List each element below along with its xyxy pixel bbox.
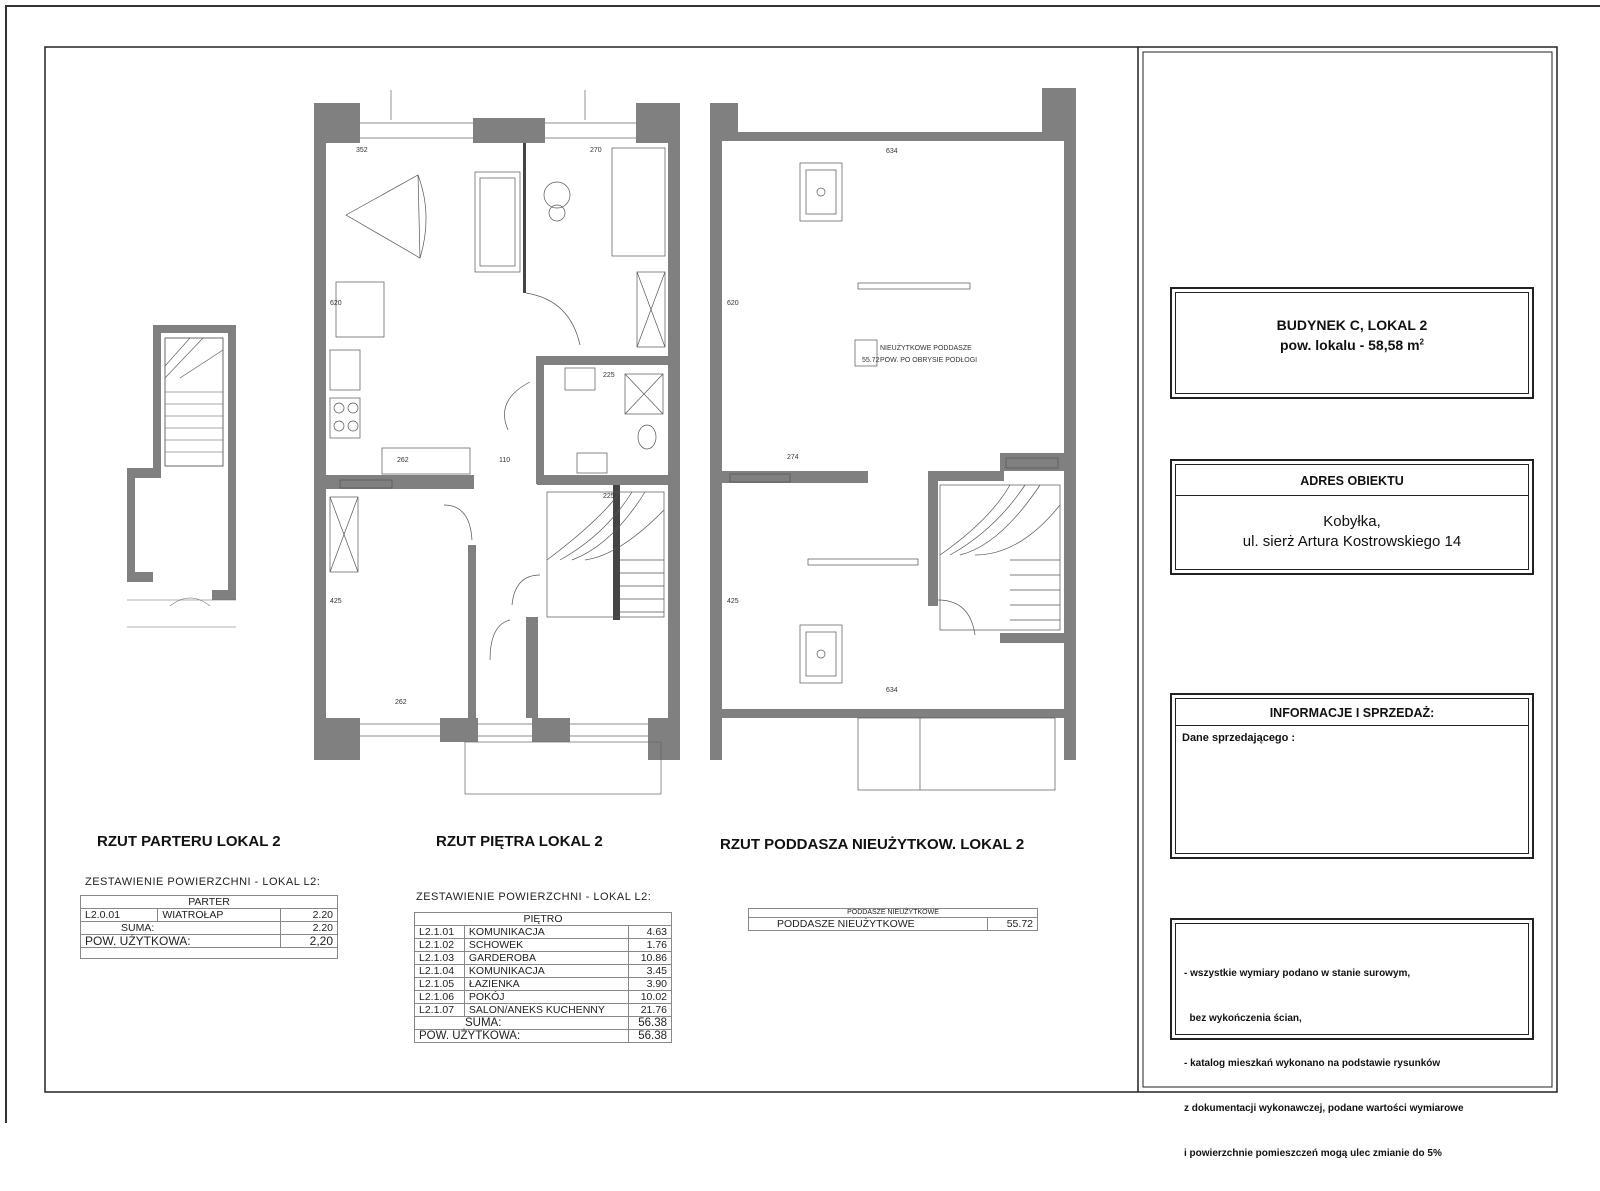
schedule-section: PIĘTRO: [415, 913, 672, 926]
room-area: 2.20: [281, 909, 338, 922]
room-code: L2.1.05: [415, 978, 465, 991]
first-floor-plan: [314, 90, 680, 794]
room-code: L2.1.04: [415, 965, 465, 978]
table-row: [415, 991, 672, 1004]
room-code: L2.1.03: [415, 952, 465, 965]
room-code: L2.0.01: [81, 909, 158, 922]
building-name: BUDYNEK C, LOKAL 2: [1276, 317, 1428, 333]
seller-label: Dane sprzedającego :: [1182, 732, 1296, 744]
ground-floor-title: RZUT PARTERU LOKAL 2: [97, 833, 281, 850]
room-code: L2.1.02: [415, 939, 465, 952]
room-name: WIATROŁAP: [158, 909, 281, 922]
flat-area-text: pow. lokalu - 58,58 m: [1280, 337, 1420, 353]
ground-floor-plan: [127, 325, 236, 627]
room-area: 3.90: [629, 978, 672, 991]
room-name: KOMUNIKACJA: [464, 965, 628, 978]
usable-value: 56.38: [629, 1030, 672, 1043]
dim-label: 225: [603, 372, 615, 379]
table-row: [415, 939, 672, 952]
table-row: [749, 918, 1038, 931]
address-street: ul. sierż Artura Kostrowskiego 14: [1242, 533, 1462, 550]
sum-label: SUMA:: [415, 1017, 629, 1030]
usable-value: 2,20: [281, 935, 338, 948]
note-line: - katalog mieszkań wykonano na podstawie rysunków: [1184, 1058, 1441, 1069]
room-area: 55.72: [988, 918, 1038, 931]
room-name: GARDEROBA: [464, 952, 628, 965]
room-area: 1.76: [629, 939, 672, 952]
attic-schedule-table: [748, 908, 1038, 931]
note-line: i powierzchnie pomieszczeń mogą ulec zmianie do 5%: [1184, 1148, 1442, 1159]
dim-label: 262: [397, 457, 409, 464]
table-row: [415, 1004, 672, 1017]
room-code: L2.1.07: [415, 1004, 465, 1017]
room-name: ŁAZIENKA: [464, 978, 628, 991]
address-box: [1170, 459, 1534, 575]
room-name: KOMUNIKACJA: [464, 926, 628, 939]
attic-title: RZUT PODDASZA NIEUŻYTKOW. LOKAL 2: [720, 836, 1025, 853]
flat-area-unit-sup: 2: [1419, 337, 1424, 347]
sum-label: SUMA:: [81, 922, 281, 935]
dim-label: 352: [356, 147, 368, 154]
room-area: 10.86: [629, 952, 672, 965]
room-name: SALON/ANEKS KUCHENNY: [464, 1004, 628, 1017]
room-name: POKÓJ: [464, 991, 628, 1004]
room-area: 10.02: [629, 991, 672, 1004]
usable-label: POW. UŻYTKOWA:: [81, 935, 281, 948]
room-area: 21.76: [629, 1004, 672, 1017]
dim-label: 634: [886, 687, 898, 694]
dim-label: 225: [603, 493, 615, 500]
first-floor-title: RZUT PIĘTRA LOKAL 2: [436, 833, 603, 850]
note-line: - wszystkie wymiary podano w stanie surowym,: [1184, 968, 1411, 979]
dim-label: 270: [590, 147, 602, 154]
room-name: SCHOWEK: [464, 939, 628, 952]
attic-room-label: NIEUŻYTKOWE PODDASZE: [880, 345, 972, 352]
dim-label: 620: [330, 300, 342, 307]
dim-label: 110: [499, 457, 511, 464]
address-city: Kobyłka,: [1323, 513, 1381, 530]
attic-plan: [710, 88, 1076, 790]
room-area: 3.45: [629, 965, 672, 978]
attic-room-area: 55.72: [862, 357, 880, 364]
building-info-box: [1170, 287, 1534, 399]
table-row: [415, 952, 672, 965]
sum-value: 56.38: [629, 1017, 672, 1030]
dim-label: 634: [886, 148, 898, 155]
table-row: [415, 965, 672, 978]
room-code: L2.1.01: [415, 926, 465, 939]
flat-area: [1172, 337, 1532, 353]
sum-value: 2.20: [281, 922, 338, 935]
table-row: [81, 909, 338, 922]
ground-schedule-table: [80, 895, 338, 959]
room-area: 4.63: [629, 926, 672, 939]
dim-label: 620: [727, 300, 739, 307]
dim-label: 425: [727, 598, 739, 605]
note-line: bez wykończenia ścian,: [1184, 1013, 1302, 1024]
attic-room-note: POW. PO OBRYSIE PODŁOGI: [880, 357, 978, 364]
room-name: PODDASZE NIEUŻYTKOWE: [749, 918, 988, 931]
room-code: L2.1.06: [415, 991, 465, 1004]
dim-label: 262: [395, 699, 407, 706]
sales-box: [1170, 693, 1534, 859]
sales-header: INFORMACJE I SPRZEDAŻ:: [1269, 706, 1435, 720]
ground-schedule-caption: ZESTAWIENIE POWIERZCHNI - LOKAL L2:: [85, 876, 321, 888]
address-header: ADRES OBIEKTU: [1300, 474, 1404, 488]
dim-label: 274: [787, 454, 799, 461]
table-row: [415, 926, 672, 939]
table-row: [415, 978, 672, 991]
notes-list: [1184, 936, 1464, 1191]
usable-label: POW. UŻYTKOWA:: [415, 1030, 629, 1043]
note-line: z dokumentacji wykonawczej, podane wartości wymiarowe: [1184, 1103, 1464, 1114]
dim-label: 425: [330, 598, 342, 605]
floor-schedule-table: [414, 912, 672, 1043]
schedule-section: PARTER: [81, 896, 338, 909]
attic-schedule-header: PODDASZE NIEUŻYTKOWE: [749, 909, 1038, 918]
floor-schedule-caption: ZESTAWIENIE POWIERZCHNI - LOKAL L2:: [416, 891, 652, 903]
notes-box: [1170, 918, 1534, 1159]
